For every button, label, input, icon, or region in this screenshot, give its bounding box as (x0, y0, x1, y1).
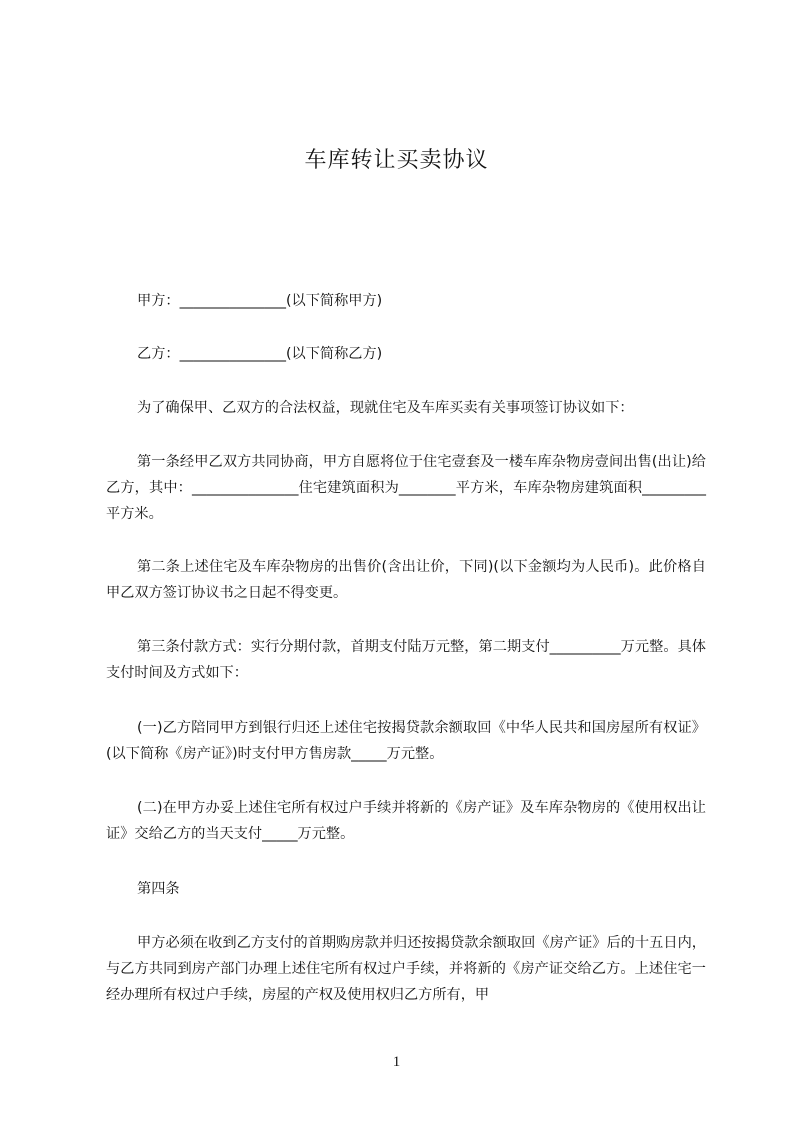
article-3-paragraph: 第三条付款方式：实行分期付款，首期支付陆万元整，第二期支付__________万元整。具体支付时间及方式如下： (106, 639, 706, 681)
document-title: 车库转让买卖协议 (304, 148, 489, 173)
party-b-line: 乙方：_______________(以下简称乙方) (137, 346, 383, 362)
article-4-paragraph: 甲方必须在收到乙方支付的首期购房款并归还按揭贷款余额取回《房产证》后的十五日内，与乙方共同到房产部门办理上述住宅所有权过户手续，并将新的《房产证交给乙方。上述住宅一经办理所有权过户手续，房屋的产权及使用权归乙方所有，甲 (106, 935, 706, 1003)
article-3-item-1-paragraph: (一)乙方陪同甲方到银行归还上述住宅按揭贷款余额取回《中华人民共和国房屋所有权证》(以下简称《房产证》)时支付甲方售房款_____万元整。 (106, 720, 706, 762)
article-4-heading: 第四条 (137, 881, 180, 897)
preamble-paragraph: 为了确保甲、乙双方的合法权益，现就住宅及车库买卖有关事项签订协议如下： (137, 400, 634, 416)
party-a-line: 甲方：_______________(以下简称甲方) (137, 293, 383, 309)
page-number: 1 (392, 1054, 401, 1070)
article-2-paragraph: 第二条上述住宅及车库杂物房的出售价(含出让价，下同)(以下金额均为人民币)。此价格自甲乙双方签订协议书之日起不得变更。 (106, 559, 706, 601)
article-3-item-2-paragraph: (二)在甲方办妥上述住宅所有权过户手续并将新的《房产证》及车库杂物房的《使用权出让证》交给乙方的当天支付_____万元整。 (106, 800, 706, 842)
article-1-paragraph: 第一条经甲乙双方共同协商，甲方自愿将位于住宅壹套及一楼车库杂物房壹间出售(出让)给乙方，其中：_______________住宅建筑面积为________平方米，车库杂物房建筑面积_________平方米。 (106, 454, 706, 522)
